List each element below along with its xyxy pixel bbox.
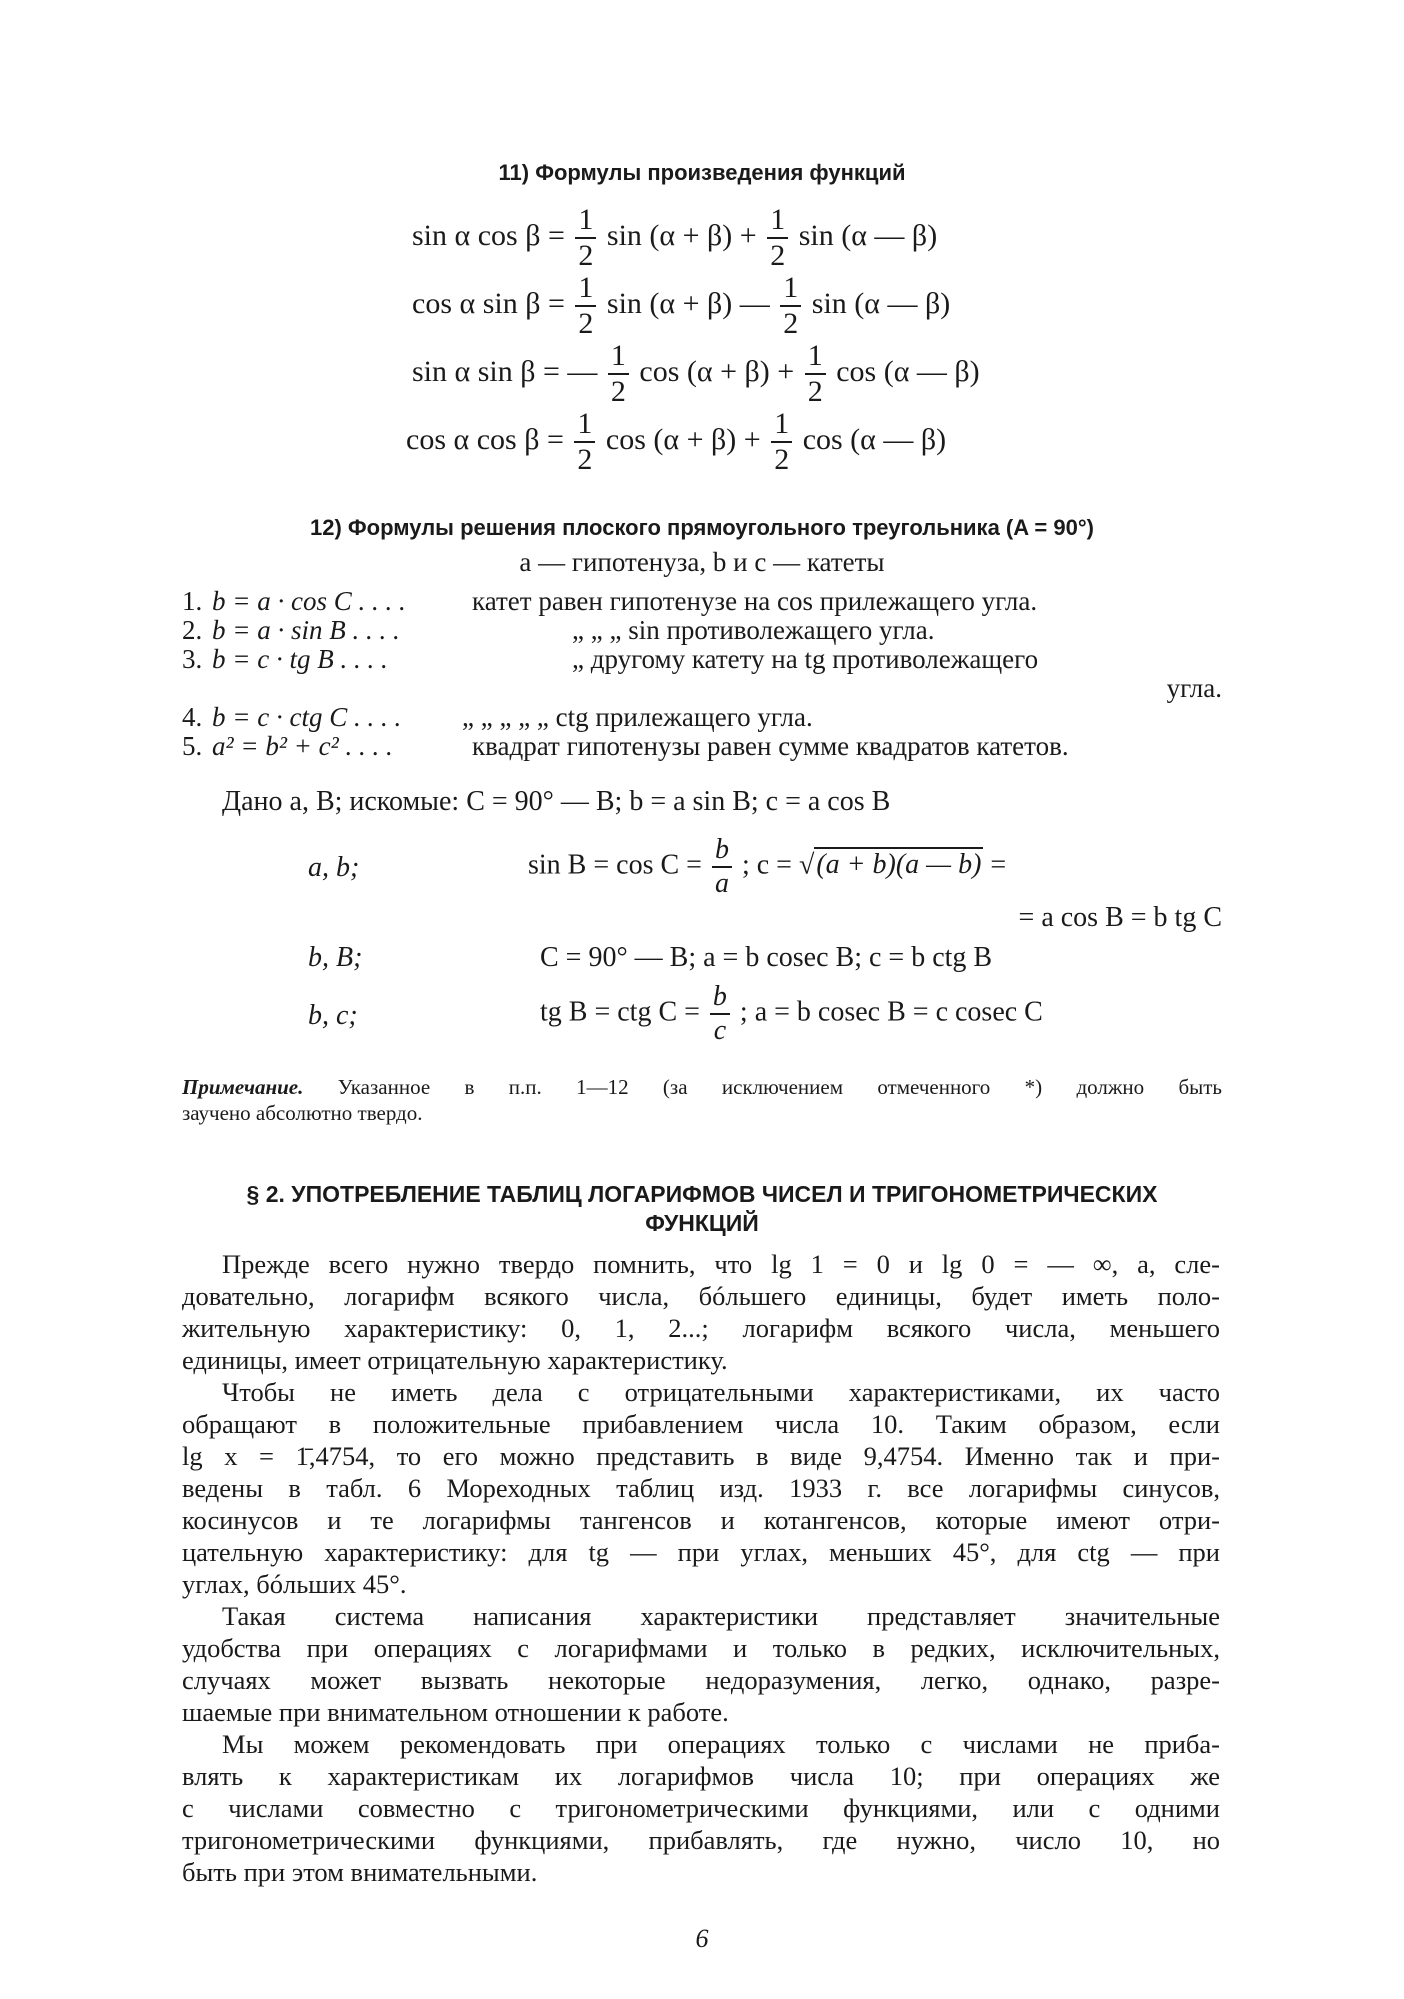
paragraph-2: Чтобы не иметь дела с отрицательными характеристиками, их часто обращают в положительные прибавлением числа 10. Таким образом, если lg x = 1̄,4754, то его можно представить в виде 9,4754. Именно так и при- ведены в табл. 6 Мореходных таблиц изд. 1933 г. все логарифмы синусов, косинусов и те логарифмы тангенсов и котангенсов, которые имеют отри- цательную характеристику: для tg — при углах, меньших 45°, для ctg — при углах, бóльших 45°. bbox=[182, 1377, 1220, 1599]
case-given-bB: b, B; bbox=[308, 942, 363, 973]
section-2-title: § 2. УПОТРЕБЛЕНИЕ ТАБЛИЦ ЛОГАРИФМОВ ЧИСЕЛ И ТРИГОНОМЕТРИЧЕСКИХ ФУНКЦИЙ bbox=[246, 1181, 1158, 1236]
formula-cos-cos: cos α cos β = $\frac{1}{2}$ cos (α + β) + $\frac{1}{2}$ cos (α — β) bbox=[406, 407, 947, 476]
case-given-ab: a, b; bbox=[308, 852, 360, 883]
formula-sin-sin: sin α sin β = — $\frac{1}{2}$ cos (α + β) + $\frac{1}{2}$ cos (α — β) bbox=[412, 339, 980, 408]
section-11-title: 11) Формулы произведения функций bbox=[498, 160, 906, 185]
section-12-subtitle: a — гипотенуза, b и c — катеты bbox=[519, 547, 885, 577]
given-line: Дано a, B; искомые: C = 90° — B; b = a sin B; c = a cos B bbox=[222, 786, 891, 817]
note: Примечание. Указанное в п.п. 1—12 (за исключением отмеченного *) должно быть заучено абсолютно твердо. bbox=[182, 1075, 1222, 1125]
case-eq-bc: tg B = ctg C = $\frac{b}{c}$ ; a = b cosec B = c cosec C bbox=[540, 981, 1043, 1046]
case-eq-bB: C = 90° — B; a = b cosec B; c = b ctg B bbox=[540, 942, 993, 973]
paragraph-4: Мы можем рекомендовать при операциях только с числами не приба- влять к характеристикам их логарифмов числа 10; при операциях же с числами совместно с тригонометрическими функциями, или с одними тригонометрическими функциями, прибавлять, где нужно, число 10, но быть при этом внимательными. bbox=[182, 1729, 1220, 1887]
formula-cos-sin: cos α sin β = $\frac{1}{2}$ sin (α + β) — $\frac{1}{2}$ sin (α — β) bbox=[412, 271, 951, 340]
list-item: 2. b = a · sin B . . . . „ „ „ sin противолежащего угла. bbox=[182, 615, 935, 645]
case-given-bc: b, c; bbox=[308, 1000, 358, 1031]
paragraph-3: Такая система написания характеристики представляет значительные удобства при операциях с логарифмами и только в редких, исключительных, случаях может вызвать некоторые недоразумения, легко, однако, разре- шаемые при внимательном отношении к работе. bbox=[182, 1601, 1220, 1727]
case-eq-ab: sin B = cos C = $\frac{b}{a}$ ; c = √(a + b)(a — b) = bbox=[528, 834, 1007, 899]
case-eq-ab-line2: = a cos B = b tg C bbox=[1018, 902, 1222, 933]
triangle-formula-list bbox=[182, 586, 1222, 760]
list-item: 5. a² = b² + c² . . . . квадрат гипотенузы равен сумме квадратов катетов. bbox=[182, 731, 1069, 761]
list-item: угла. bbox=[1166, 673, 1222, 703]
list-item: 1. b = a · cos C . . . . катет равен гипотенузе на cos прилежащего угла. bbox=[182, 586, 1038, 616]
section-12-title: 12) Формулы решения плоского прямоугольного треугольника (A = 90°) bbox=[310, 515, 1094, 540]
formula-sin-cos: sin α cos β = $\frac{1}{2}$ sin (α + β) + $\frac{1}{2}$ sin (α — β) bbox=[412, 203, 938, 272]
paragraph-1: Прежде всего нужно твердо помнить, что lg 1 = 0 и lg 0 = — ∞, а, сле- довательно, логарифм всякого числа, бóльшего единицы, будет иметь поло- жительную характеристику: 0, 1, 2...; логарифм всякого числа, меньшего единицы, имеет отрицательную характеристику. bbox=[182, 1249, 1220, 1375]
list-item: 3. b = c · tg B . . . . „ другому катету на tg противолежащего bbox=[182, 644, 1039, 674]
list-item: 4. b = c · ctg C . . . . „ „ „ „ „ ctg прилежащего угла. bbox=[182, 702, 813, 732]
page-number: 6 bbox=[695, 1924, 709, 1953]
